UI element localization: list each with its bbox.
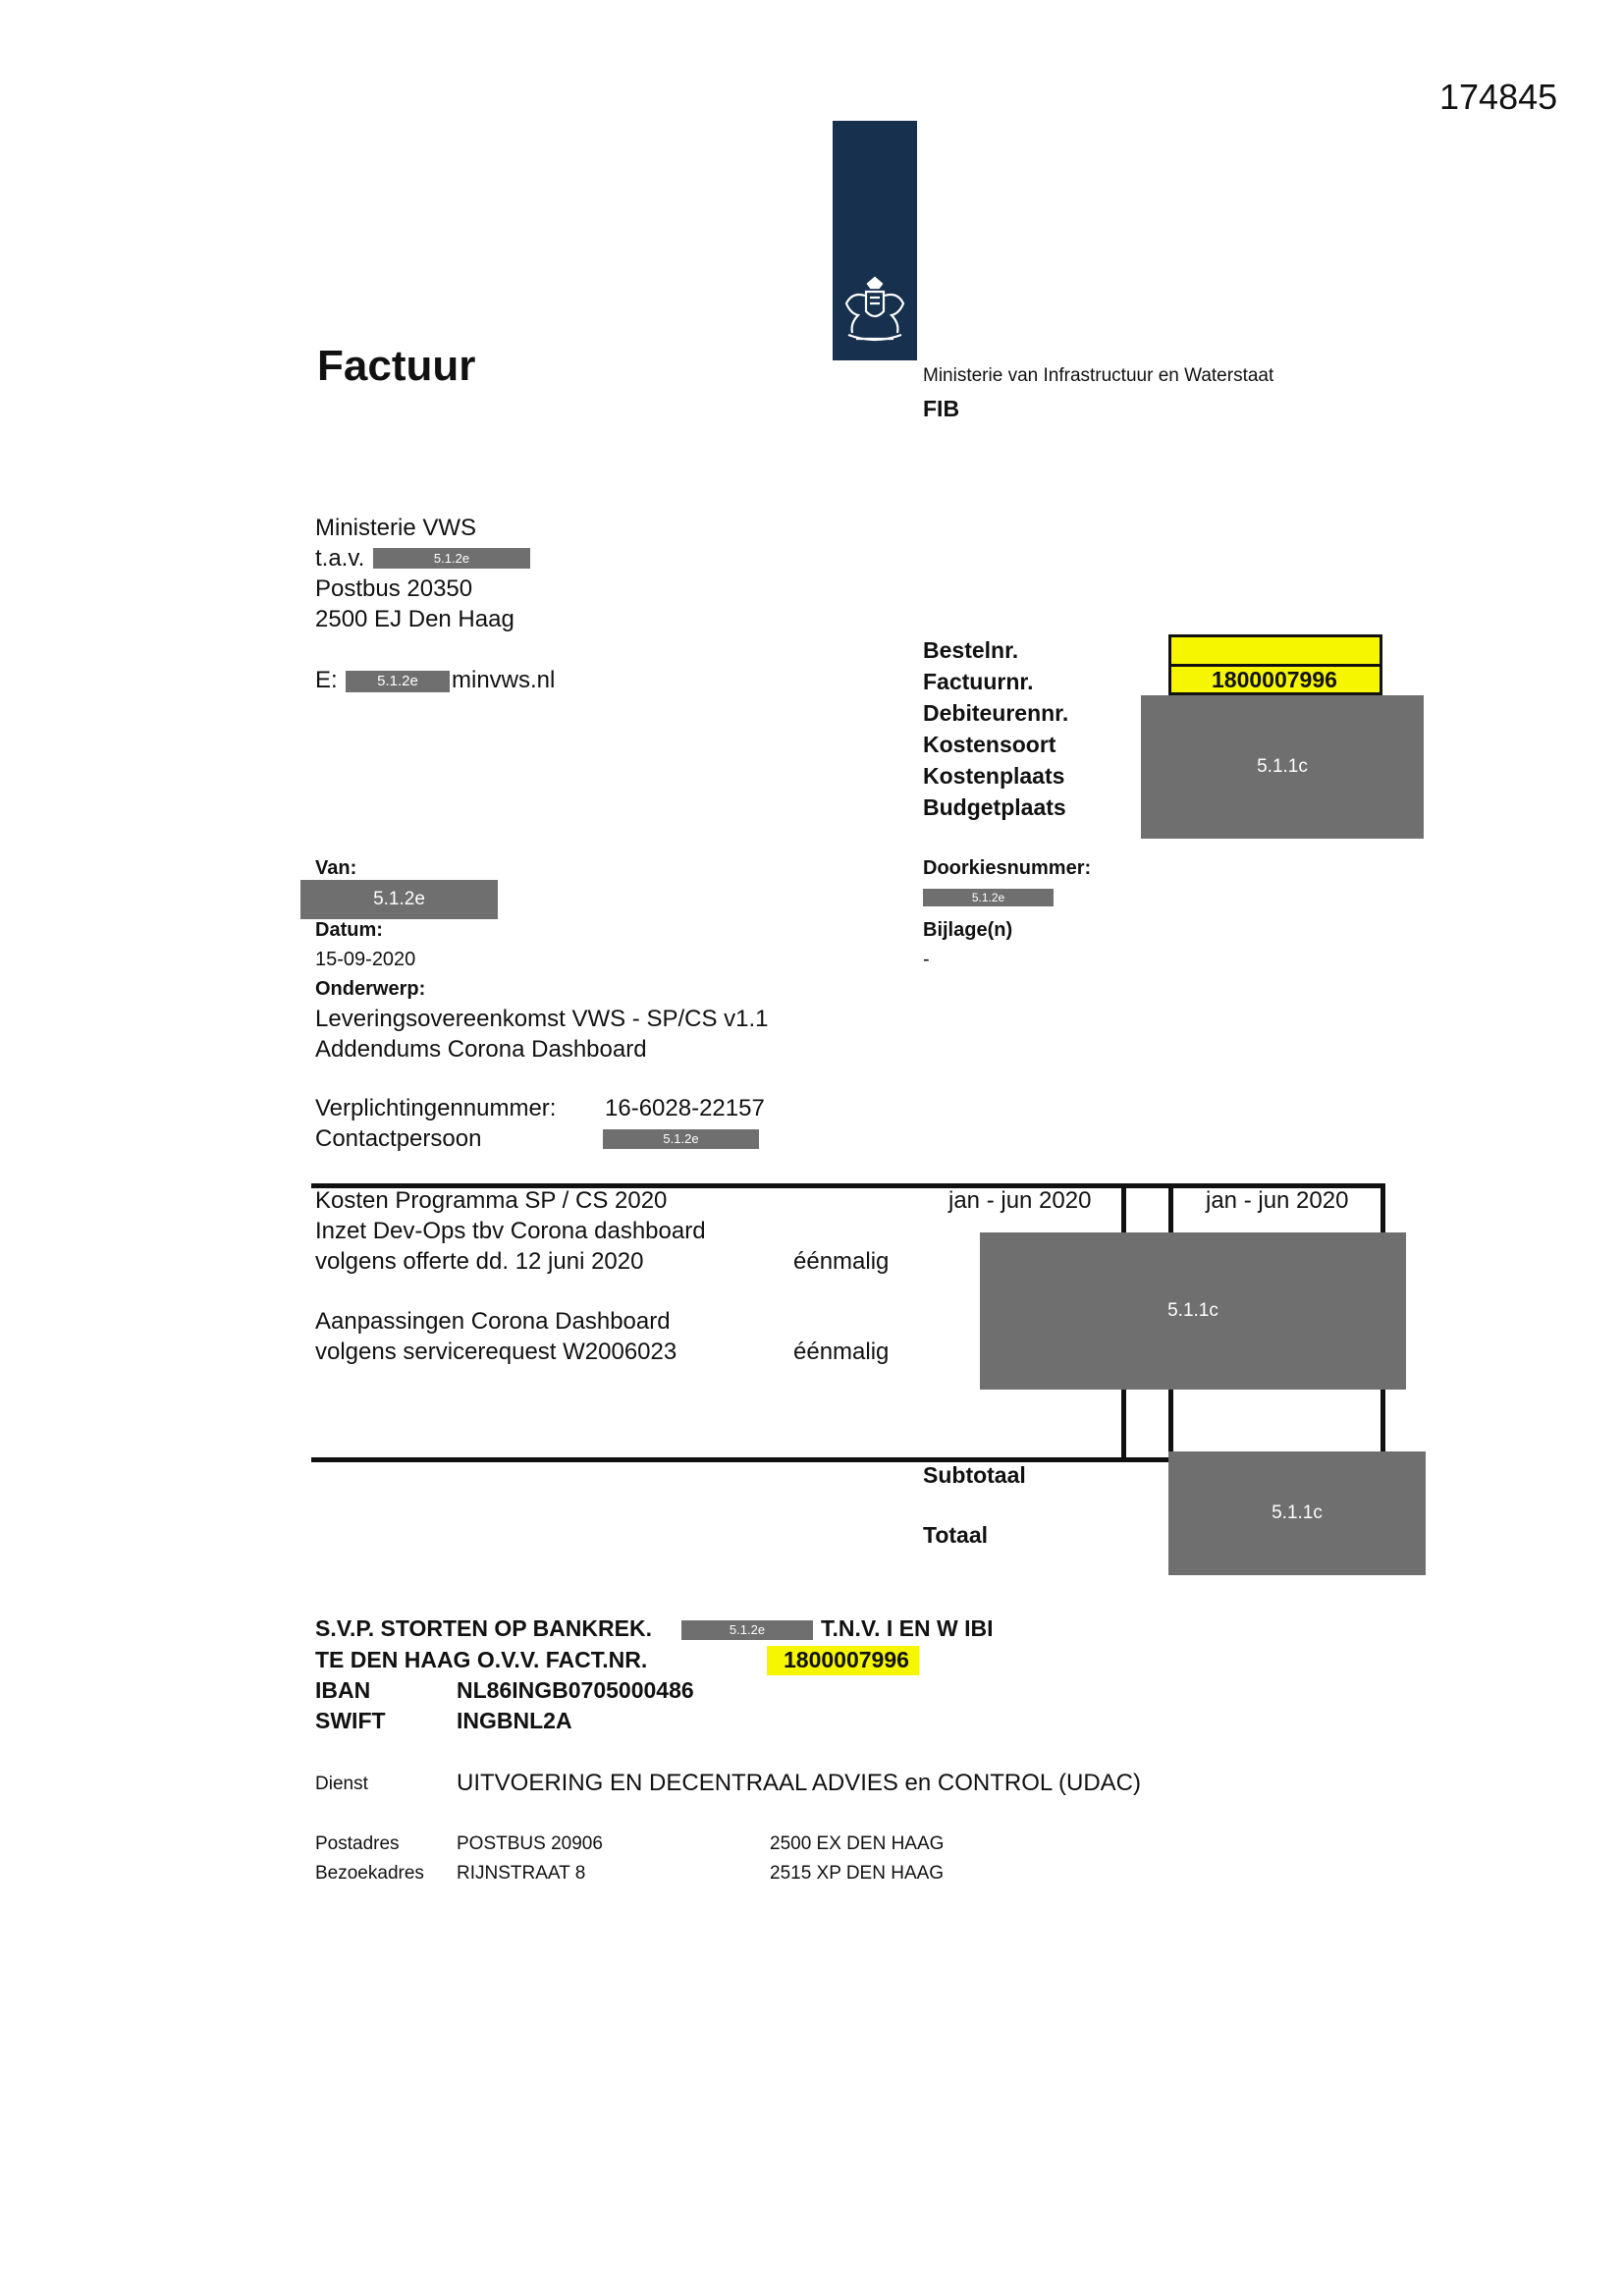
redaction-box: 5.1.1c bbox=[1141, 695, 1424, 839]
bijlage-value: - bbox=[923, 949, 930, 970]
recipient-tav-label: t.a.v. bbox=[315, 545, 365, 572]
cost-col1-header: jan - jun 2020 bbox=[948, 1187, 1092, 1214]
doorkies-label: Doorkiesnummer: bbox=[923, 857, 1092, 879]
bijlage-label: Bijlage(n) bbox=[923, 919, 1013, 941]
payment-line1-suffix: T.N.V. I EN W IBI bbox=[821, 1615, 994, 1641]
redaction-box: 5.1.1c bbox=[1168, 1451, 1426, 1575]
postadres-label: Postadres bbox=[315, 1833, 400, 1854]
datum-label: Datum: bbox=[315, 919, 383, 941]
cost-item1-type: éénmalig bbox=[793, 1248, 890, 1275]
onderwerp-line1: Leveringsovereenkomst VWS - SP/CS v1.1 bbox=[315, 1006, 769, 1032]
government-logo bbox=[833, 121, 917, 360]
bezoekadres-street: RIJNSTRAAT 8 bbox=[457, 1863, 586, 1884]
payment-line1-prefix: S.V.P. STORTEN OP BANKREK. bbox=[315, 1615, 652, 1641]
verplichting-label: Verplichtingennummer: bbox=[315, 1095, 557, 1121]
contactpersoon-label: Contactpersoon bbox=[315, 1125, 482, 1152]
redaction-box: 5.1.2e bbox=[346, 671, 450, 692]
subtotaal-label: Subtotaal bbox=[923, 1462, 1026, 1488]
cost-col2-header: jan - jun 2020 bbox=[1206, 1187, 1349, 1214]
bezoekadres-label: Bezoekadres bbox=[315, 1863, 424, 1884]
payment-line2-prefix: TE DEN HAAG O.V.V. FACT.NR. bbox=[315, 1647, 648, 1672]
recipient-email-label: E: bbox=[315, 667, 338, 693]
onderwerp-line2: Addendums Corona Dashboard bbox=[315, 1036, 647, 1063]
recipient-city: 2500 EJ Den Haag bbox=[315, 606, 514, 632]
ref-label-bestelnr: Bestelnr. bbox=[923, 637, 1019, 663]
ref-label-kostensoort: Kostensoort bbox=[923, 732, 1056, 757]
iban-label: IBAN bbox=[315, 1677, 371, 1703]
swift-label: SWIFT bbox=[315, 1708, 386, 1733]
verplichting-value: 16-6028-22157 bbox=[605, 1095, 765, 1121]
cost-item2-line2: volgens servicerequest W2006023 bbox=[315, 1339, 677, 1365]
cost-item1-line2: volgens offerte dd. 12 juni 2020 bbox=[315, 1248, 644, 1275]
postadres-street: POSTBUS 20906 bbox=[457, 1833, 603, 1854]
page-title: Factuur bbox=[317, 342, 476, 390]
ref-label-kostenplaats: Kostenplaats bbox=[923, 763, 1065, 789]
bezoekadres-city: 2515 XP DEN HAAG bbox=[770, 1863, 945, 1884]
payment-factnr: 1800007996 bbox=[784, 1647, 909, 1672]
redaction-box: 5.1.2e bbox=[300, 880, 498, 919]
redaction-box: 5.1.2e bbox=[681, 1620, 813, 1640]
invoice-number: 1800007996 bbox=[1212, 667, 1337, 692]
van-label: Van: bbox=[315, 857, 357, 879]
cost-item1-line1: Inzet Dev-Ops tbv Corona dashboard bbox=[315, 1218, 706, 1244]
postadres-city: 2500 EX DEN HAAG bbox=[770, 1833, 945, 1854]
ref-label-factuurnr: Factuurnr. bbox=[923, 669, 1034, 694]
department-name: FIB bbox=[923, 396, 960, 421]
datum-value: 15-09-2020 bbox=[315, 949, 416, 970]
redaction-box: 5.1.2e bbox=[923, 889, 1054, 906]
iban-value: NL86INGB0705000486 bbox=[457, 1677, 694, 1703]
recipient-email-domain: minvws.nl bbox=[452, 667, 556, 693]
dienst-label: Dienst bbox=[315, 1774, 368, 1794]
swift-value: INGBNL2A bbox=[457, 1708, 572, 1733]
cost-item2-line1: Aanpassingen Corona Dashboard bbox=[315, 1308, 671, 1335]
redaction-box: 5.1.2e bbox=[603, 1129, 759, 1149]
cost-item2-type: éénmalig bbox=[793, 1339, 890, 1365]
totaal-label: Totaal bbox=[923, 1522, 989, 1548]
recipient-org: Ministerie VWS bbox=[315, 515, 477, 541]
ref-label-debiteurennr: Debiteurennr. bbox=[923, 700, 1069, 726]
onderwerp-label: Onderwerp: bbox=[315, 978, 426, 1000]
ref-label-budgetplaats: Budgetplaats bbox=[923, 794, 1066, 820]
dienst-value: UITVOERING EN DECENTRAAL ADVIES en CONTROL (UDAC) bbox=[457, 1770, 1142, 1796]
coat-of-arms-icon bbox=[839, 276, 911, 345]
redaction-box: 5.1.2e bbox=[373, 548, 530, 569]
redaction-box: 5.1.1c bbox=[980, 1232, 1406, 1390]
recipient-postbus: Postbus 20350 bbox=[315, 575, 473, 602]
document-number: 174845 bbox=[1439, 77, 1558, 117]
ministry-name: Ministerie van Infrastructuur en Waterstaat bbox=[923, 365, 1274, 386]
cost-program-title: Kosten Programma SP / CS 2020 bbox=[315, 1187, 668, 1214]
